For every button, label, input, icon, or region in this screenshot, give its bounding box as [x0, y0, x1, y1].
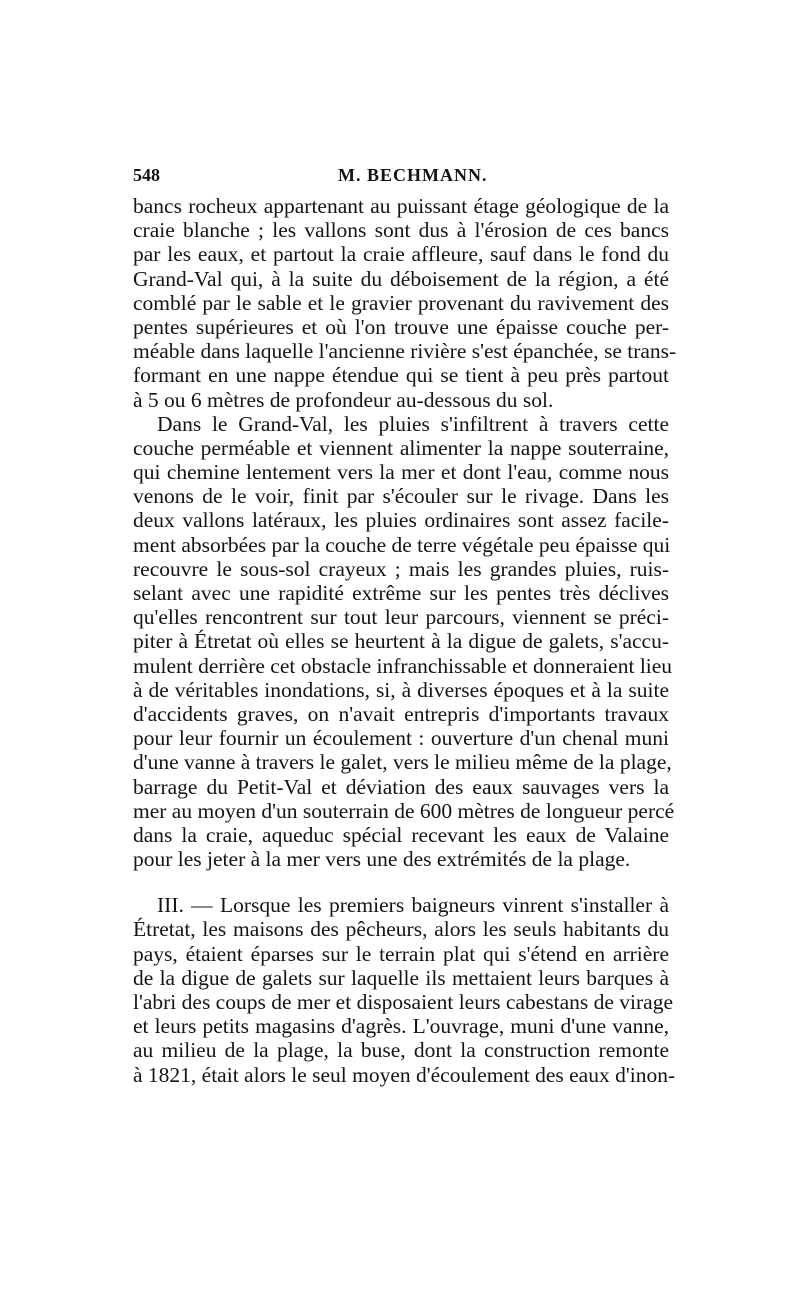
paragraph	[133, 194, 677, 412]
text-line: couche perméable et viennent alimenter la nappe souterraine,	[133, 435, 669, 460]
text-line: craie blanche ; les vallons sont dus à l'érosion de ces bancs	[133, 218, 669, 243]
text-line: dans la craie, aqueduc spécial recevant les eaux de Valaine	[133, 822, 669, 847]
text-line: qui chemine lentement vers la mer et dont l'eau, comme nous	[133, 460, 669, 485]
text-line: par les eaux, et partout la craie affleure, sauf dans le fond du	[133, 242, 669, 267]
text-line: piter à Étretat où elles se heurtent à la digue de galets, s'accu-	[133, 629, 669, 654]
text-line: méable dans laquelle l'ancienne rivière s'est épanchée, se trans-	[133, 339, 677, 364]
text-line: bancs rocheux appartenant au puissant étage géologique de la	[133, 194, 669, 218]
paragraph	[133, 411, 675, 872]
text-line: mer au moyen d'un souterrain de 600 mètres de longueur percé	[133, 798, 675, 823]
text-line: Grand-Val qui, à la suite du déboisement de la région, a été	[133, 266, 669, 291]
text-line: au milieu de la plage, la buse, dont la construction remonte	[133, 1038, 669, 1063]
running-head	[133, 162, 669, 188]
text-line: pour leur fournir un écoulement : ouverture d'un chenal muni	[133, 726, 669, 751]
text-line: venons de le voir, finit par s'écouler sur le rivage. Dans les	[133, 484, 669, 509]
text-line: ment absorbées par la couche de terre végétale peu épaisse qui	[133, 532, 671, 557]
text-line: mulent derrière cet obstacle infranchissable et donneraient lieu	[133, 653, 673, 678]
text-line: à de véritables inondations, si, à diverses époques et à la suite	[133, 677, 669, 702]
body-text	[133, 194, 677, 1087]
text-line: pour les jeter à la mer vers une des extrémités de la plage.	[133, 847, 631, 872]
running-title: M. BECHMANN.	[338, 165, 488, 185]
text-line: à 1821, était alors le seul moyen d'écoulement des eaux d'inon-	[133, 1062, 676, 1087]
text-line: l'abri des coups de mer et disposaient leurs cabestans de virage	[133, 990, 673, 1014]
text-line: recouvre le sous-sol crayeux ; mais les grandes pluies, ruis-	[133, 556, 669, 581]
text-line: à 5 ou 6 mètres de profondeur au-dessous du sol.	[133, 387, 554, 412]
text-line: et leurs petits magasins d'agrès. L'ouvrage, muni d'une vanne,	[133, 1014, 669, 1039]
text-line: deux vallons latéraux, les pluies ordinaires sont assez facile-	[133, 508, 669, 533]
section-spacer	[133, 871, 669, 893]
text-line: pays, étaient éparses sur le terrain plat qui s'étend en arrière	[133, 941, 669, 966]
text-line: comblé par le sable et le gravier provenant du ravivement des	[133, 290, 669, 315]
text-line: selant avec une rapidité extrême sur les pentes très déclives	[133, 581, 669, 605]
text-line: qu'elles rencontrent sur tout leur parcours, viennent se préci-	[133, 605, 669, 630]
page-number: 548	[133, 165, 160, 185]
text-line: formant en une nappe étendue qui se tient à peu près partout	[133, 363, 669, 388]
text-line: pentes supérieures et où l'on trouve une épaisse couche per-	[133, 314, 669, 339]
paragraph	[133, 893, 676, 1087]
text-line: III. — Lorsque les premiers baigneurs vinrent s'installer à	[157, 893, 669, 918]
text-line: d'accidents graves, on n'avait entrepris d'importants travaux	[133, 701, 669, 726]
text-line: d'une vanne à travers le galet, vers le milieu même de la plage,	[133, 750, 672, 775]
text-line: Étretat, les maisons des pêcheurs, alors les seuls habitants du	[133, 917, 669, 942]
text-line: Dans le Grand-Val, les pluies s'infiltrent à travers cette	[157, 411, 669, 436]
text-line: de la digue de galets sur laquelle ils mettaient leurs barques à	[133, 965, 669, 990]
text-line: barrage du Petit-Val et déviation des eaux sauvages vers la	[133, 774, 669, 799]
